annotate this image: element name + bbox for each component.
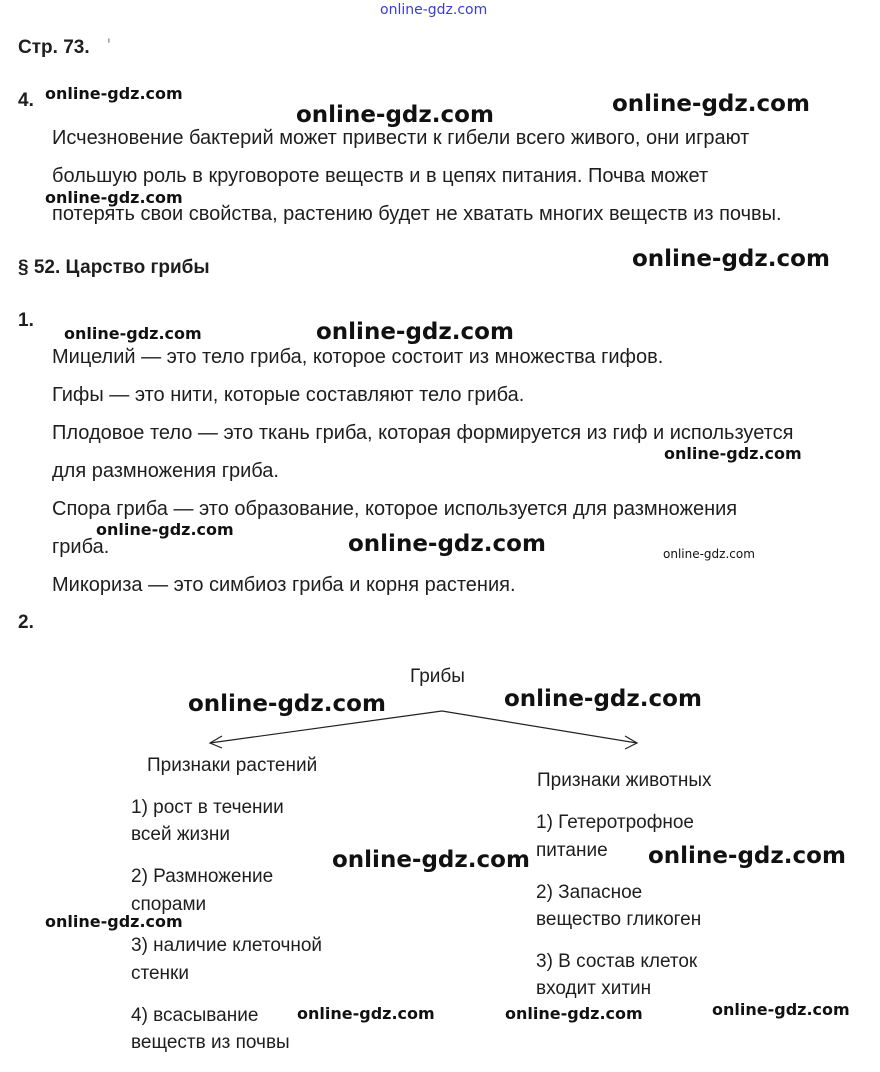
- watermark: online-gdz.com: [664, 444, 802, 463]
- right-item: 1) Гетеротрофное: [536, 812, 694, 833]
- left-branch-title: Признаки растений: [147, 755, 318, 776]
- answer-line: Исчезновение бактерий может привести к гибели всего живого, они играют: [52, 127, 750, 149]
- right-item: питание: [536, 840, 608, 861]
- watermark: online-gdz.com: [648, 843, 846, 869]
- definition-line: для размножения гриба.: [52, 460, 279, 482]
- answer-line: большую роль в круговороте веществ и в цепях питания. Почва может: [52, 165, 709, 187]
- watermark: online-gdz.com: [505, 1004, 643, 1023]
- watermark: online-gdz.com: [45, 84, 183, 103]
- definition-line: Мицелий — это тело гриба, которое состоит из множества гифов.: [52, 346, 664, 368]
- definition-line: Плодовое тело — это ткань гриба, которая формируется из гиф и используется: [52, 422, 794, 444]
- watermark: online-gdz.com: [663, 547, 755, 561]
- definition-line: гриба.: [52, 536, 110, 558]
- right-item: 3) В состав клеток: [536, 951, 698, 972]
- left-item: 1) рост в течении: [131, 797, 284, 818]
- watermark: online-gdz.com: [296, 102, 494, 128]
- page-tick: ': [107, 36, 111, 57]
- left-item: спорами: [131, 894, 207, 915]
- definition-line: Микориза — это симбиоз гриба и корня растения.: [52, 574, 516, 596]
- right-item: входит хитин: [536, 978, 652, 999]
- section-title: § 52. Царство грибы: [18, 257, 210, 278]
- watermark: online-gdz.com: [45, 912, 183, 931]
- left-item: 2) Размножение: [131, 866, 274, 887]
- answer-line: потерять свои свойства, растению будет не хватать многих веществ из почвы.: [52, 203, 782, 225]
- right-branch-title: Признаки животных: [537, 770, 712, 791]
- task-number-1: 1.: [18, 310, 34, 331]
- watermark: online-gdz.com: [64, 324, 202, 343]
- watermark: online-gdz.com: [348, 531, 546, 557]
- watermark: online-gdz.com: [297, 1004, 435, 1023]
- watermark: online-gdz.com: [612, 91, 810, 117]
- task-number-2: 2.: [18, 612, 34, 633]
- arrow-right: [442, 711, 637, 743]
- definition-line: Гифы — это нити, которые составляют тело гриба.: [52, 384, 525, 406]
- watermark: online-gdz.com: [188, 691, 386, 717]
- left-item: всей жизни: [131, 824, 230, 845]
- watermark: online-gdz.com: [504, 686, 702, 712]
- watermark: online-gdz.com: [632, 246, 830, 272]
- watermark: online-gdz.com: [45, 188, 183, 207]
- left-item: веществ из почвы: [131, 1032, 290, 1053]
- left-item: 4) всасывание: [131, 1005, 259, 1026]
- right-item: 2) Запасное: [536, 882, 643, 903]
- watermark: online-gdz.com: [316, 319, 514, 345]
- definition-line: Спора гриба — это образование, которое используется для размножения: [52, 498, 738, 520]
- diagram-root: Грибы: [410, 666, 465, 687]
- watermark: online-gdz.com: [96, 520, 234, 539]
- right-item: вещество гликоген: [536, 909, 702, 930]
- top-watermark: online-gdz.com: [380, 2, 488, 18]
- left-item: стенки: [131, 963, 189, 984]
- watermark: online-gdz.com: [332, 847, 530, 873]
- page-label: Стр. 73.: [18, 37, 90, 58]
- left-item: 3) наличие клеточной: [131, 935, 323, 956]
- watermark: online-gdz.com: [712, 1000, 850, 1019]
- item-number-4: 4.: [18, 90, 34, 111]
